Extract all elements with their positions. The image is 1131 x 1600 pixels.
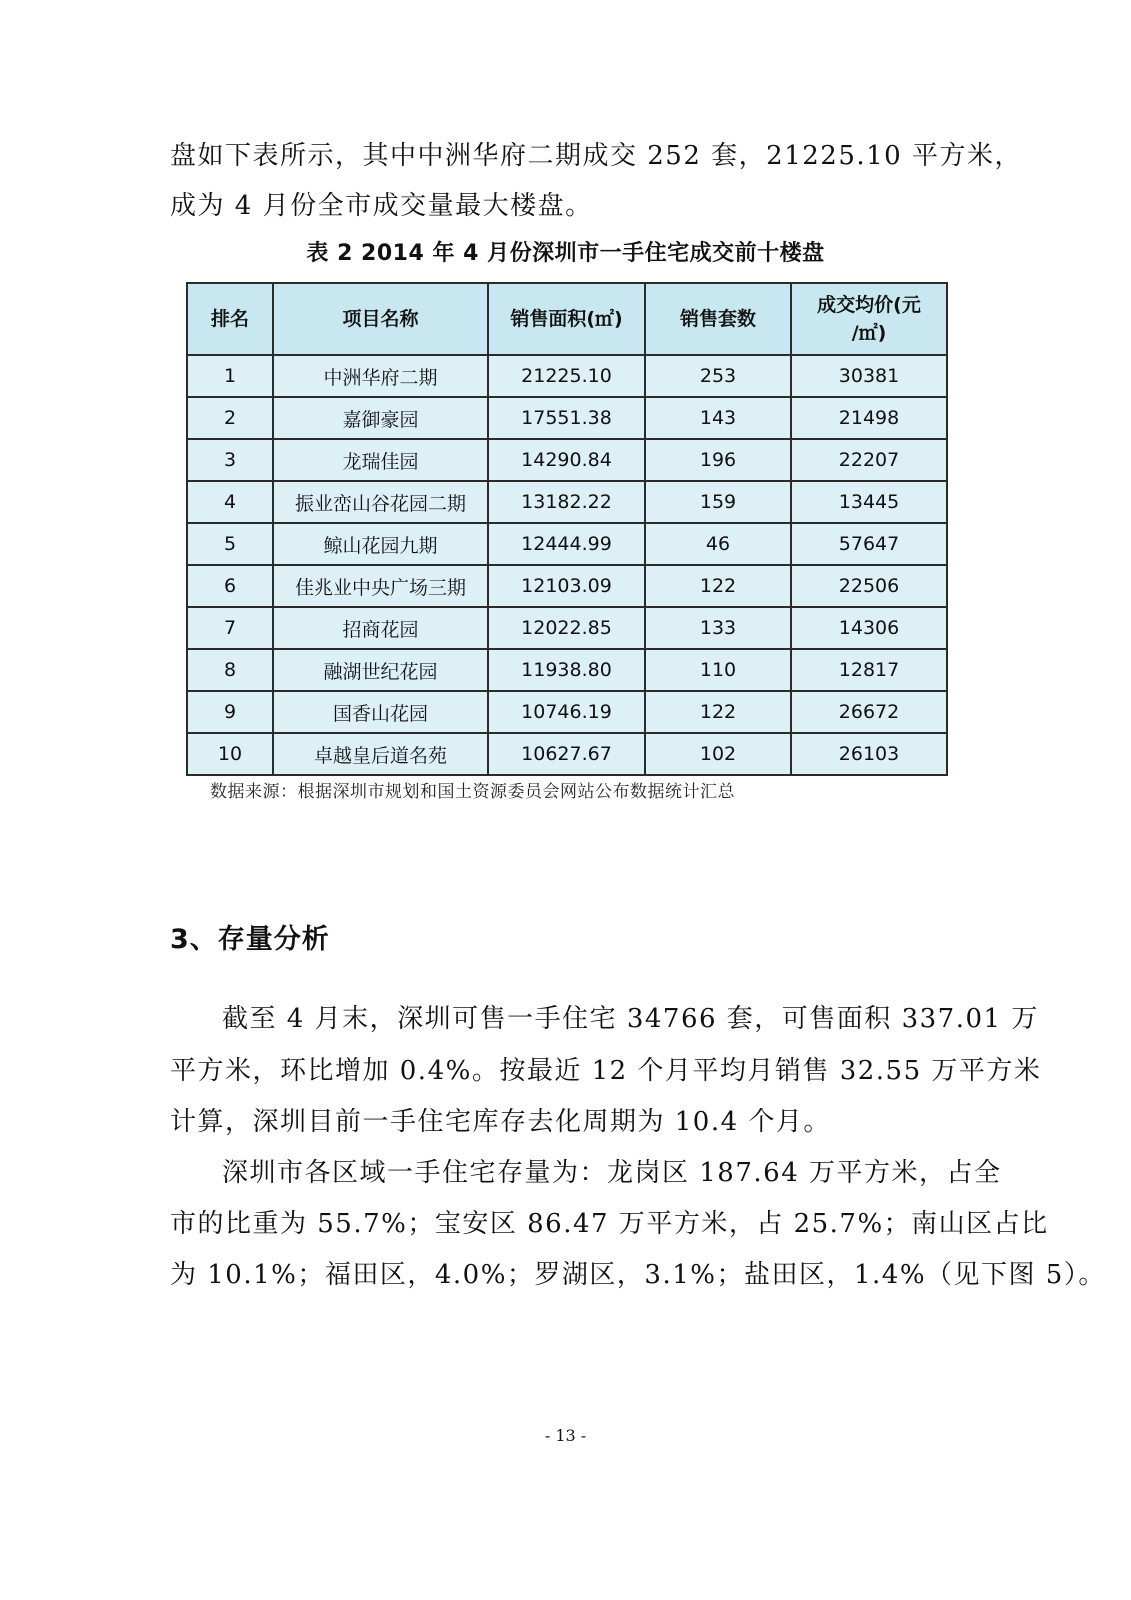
cell-units: 122	[645, 565, 791, 607]
cell-rank: 6	[187, 565, 273, 607]
cell-rank: 1	[187, 355, 273, 397]
cell-project: 国香山花园	[273, 691, 488, 733]
header-price-line-2: /㎡)	[851, 322, 887, 344]
cell-rank: 10	[187, 733, 273, 775]
paragraph-2-line-1: 深圳市各区域一手住宅存量为：龙岗区 187.64 万平方米，占全	[222, 1158, 1002, 1188]
paragraph-1-line-2: 平方米，环比增加 0.4%。按最近 12 个月平均月销售 32.55 万平方米	[170, 1056, 1042, 1086]
cell-area: 21225.10	[488, 355, 645, 397]
cell-area: 12103.09	[488, 565, 645, 607]
cell-area: 17551.38	[488, 397, 645, 439]
cell-units: 110	[645, 649, 791, 691]
cell-project: 嘉御豪园	[273, 397, 488, 439]
cell-price: 26103	[791, 733, 947, 775]
page-number: - 13 -	[544, 1426, 587, 1445]
intro-line-2: 成为 4 月份全市成交量最大楼盘。	[170, 191, 593, 221]
table-caption: 表 2 2014 年 4 月份深圳市一手住宅成交前十楼盘	[306, 241, 825, 266]
cell-price: 13445	[791, 481, 947, 523]
table-row	[187, 397, 947, 439]
cell-price: 12817	[791, 649, 947, 691]
cell-rank: 3	[187, 439, 273, 481]
table-row	[187, 481, 947, 523]
cell-area: 14290.84	[488, 439, 645, 481]
data-source-note: 数据来源：根据深圳市规划和国土资源委员会网站公布数据统计汇总	[210, 782, 735, 802]
cell-units: 133	[645, 607, 791, 649]
header-rank: 排名	[187, 283, 273, 355]
cell-units: 159	[645, 481, 791, 523]
cell-price: 26672	[791, 691, 947, 733]
cell-project: 佳兆业中央广场三期	[273, 565, 488, 607]
cell-price: 22506	[791, 565, 947, 607]
table-header-row	[187, 283, 947, 355]
header-project: 项目名称	[273, 283, 488, 355]
cell-rank: 9	[187, 691, 273, 733]
table-row	[187, 439, 947, 481]
paragraph-2-line-2: 市的比重为 55.7%；宝安区 86.47 万平方米，占 25.7%；南山区占比	[170, 1209, 1049, 1239]
header-area: 销售面积(㎡)	[488, 283, 645, 355]
cell-area: 12022.85	[488, 607, 645, 649]
cell-price: 14306	[791, 607, 947, 649]
cell-units: 253	[645, 355, 791, 397]
cell-price: 21498	[791, 397, 947, 439]
paragraph-1-line-1: 截至 4 月末，深圳可售一手住宅 34766 套，可售面积 337.01 万	[222, 1004, 1039, 1034]
table-row	[187, 607, 947, 649]
cell-units: 143	[645, 397, 791, 439]
header-price-line-1: 成交均价(元	[817, 293, 921, 316]
cell-project: 振业峦山谷花园二期	[273, 481, 488, 523]
table-row	[187, 733, 947, 775]
cell-area: 10746.19	[488, 691, 645, 733]
section-heading: 3、存量分析	[170, 924, 330, 955]
cell-project: 龙瑞佳园	[273, 439, 488, 481]
table-row	[187, 649, 947, 691]
paragraph-1-line-3: 计算，深圳目前一手住宅库存去化周期为 10.4 个月。	[170, 1107, 831, 1137]
cell-area: 13182.22	[488, 481, 645, 523]
cell-units: 102	[645, 733, 791, 775]
cell-units: 122	[645, 691, 791, 733]
cell-area: 10627.67	[488, 733, 645, 775]
header-price	[791, 283, 947, 355]
cell-project: 鲸山花园九期	[273, 523, 488, 565]
table-row	[187, 691, 947, 733]
cell-rank: 2	[187, 397, 273, 439]
cell-rank: 7	[187, 607, 273, 649]
cell-area: 11938.80	[488, 649, 645, 691]
cell-project: 融湖世纪花园	[273, 649, 488, 691]
cell-price: 57647	[791, 523, 947, 565]
intro-line-1: 盘如下表所示，其中中洲华府二期成交 252 套，21225.10 平方米，	[170, 141, 1022, 171]
cell-area: 12444.99	[488, 523, 645, 565]
cell-units: 46	[645, 523, 791, 565]
table-row	[187, 355, 947, 397]
cell-project: 中洲华府二期	[273, 355, 488, 397]
table-row	[187, 565, 947, 607]
cell-rank: 4	[187, 481, 273, 523]
cell-project: 招商花园	[273, 607, 488, 649]
cell-units: 196	[645, 439, 791, 481]
cell-price: 22207	[791, 439, 947, 481]
cell-rank: 5	[187, 523, 273, 565]
paragraph-2-line-3: 为 10.1%；福田区，4.0%；罗湖区，3.1%；盐田区，1.4%（见下图 5）。	[170, 1260, 1106, 1290]
top-ten-table	[186, 282, 948, 776]
cell-project: 卓越皇后道名苑	[273, 733, 488, 775]
cell-rank: 8	[187, 649, 273, 691]
cell-price: 30381	[791, 355, 947, 397]
header-units: 销售套数	[645, 283, 791, 355]
table-row	[187, 523, 947, 565]
